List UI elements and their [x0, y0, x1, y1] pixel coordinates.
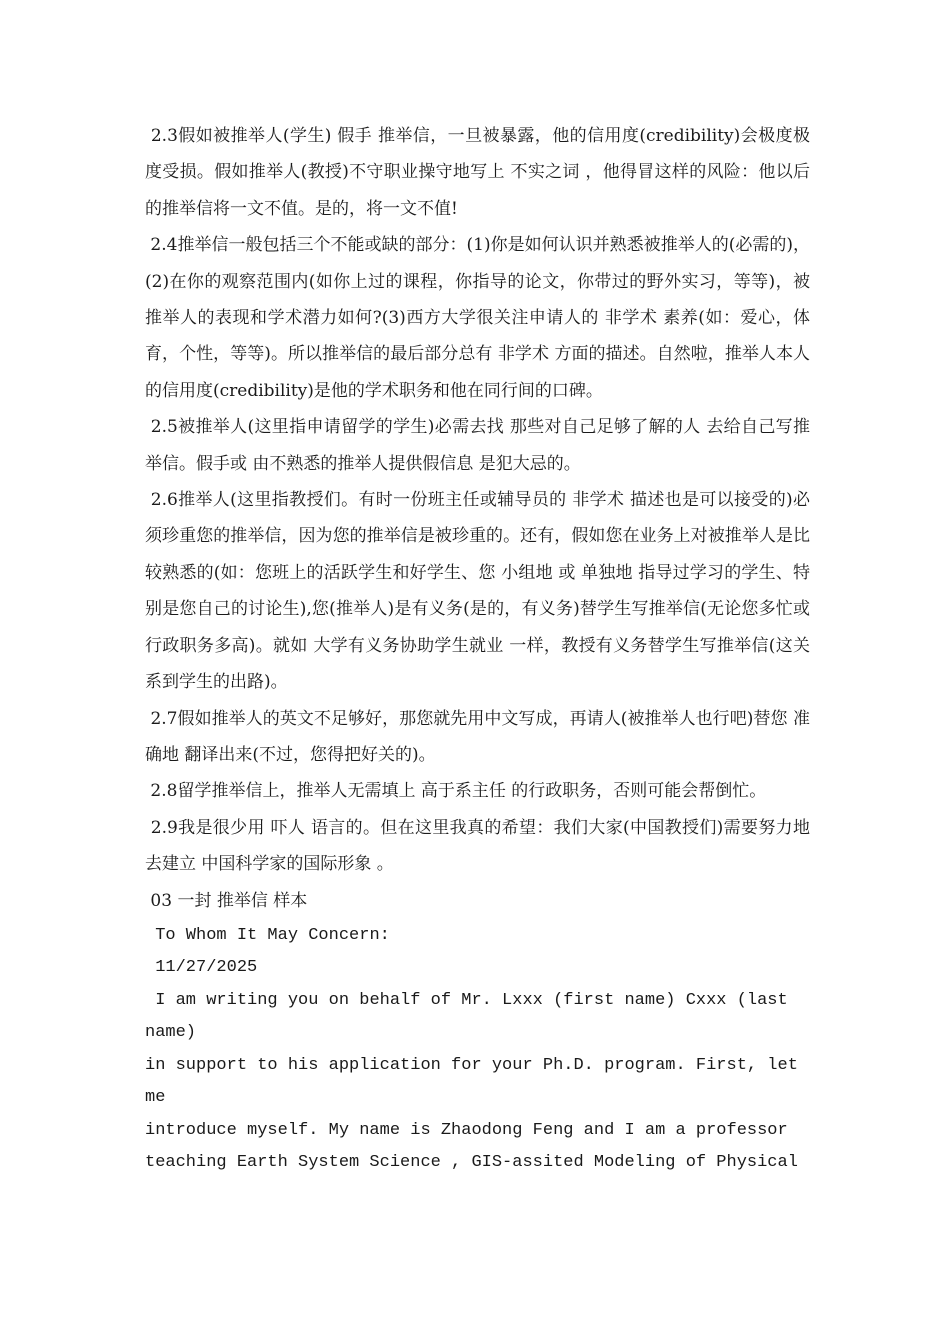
letter-body-line: introduce myself. My name is Zhaodong Feng and I am a professor — [145, 1120, 788, 1140]
document-body — [145, 118, 810, 1180]
paragraph-2-9: 2.9我是很少用 吓人 语言的。但在这里我真的希望：我们大家(中国教授们)需要努力地去建立 中国科学家的国际形象 。 — [145, 817, 811, 875]
paragraph-2-8: 2.8留学推举信上，推举人无需填上 高于系主任 的行政职务，否则可能会帮倒忙。 — [145, 781, 767, 802]
section-heading-sample-letter: 03 一封 推举信 样本 — [145, 890, 308, 911]
letter-body-line: teaching Earth System Science , GIS-assited Modeling of Physical — [145, 1153, 798, 1173]
paragraph-2-4: 2.4推举信一般包括三个不能或缺的部分：(1)你是如何认识并熟悉被推举人的(必需的)，(2)在你的观察范围内(如你上过的课程，你指导的论文，你带过的野外实习，等等)，被推举人的表现和学术潜力如何?(3)西方大学很关注申请人的 非学术 素养(如：爱心，体育，个性，等等)。所以推举信的最后部分总有 非学术 方面的描述。自然啦，推举人本人的信用度(credibility)是他的学术职务和他在同行间的口碑。 — [145, 235, 810, 401]
letter-date: 11/27/2025 — [145, 958, 258, 978]
paragraph-2-3: 2.3假如被推举人(学生) 假手 推举信，一旦被暴露，他的信用度(credibility)会极度极度受损。假如推举人(教授)不守职业操守地写上 不实之词 ，他得冒这样的风险：他以后的推举信将一文不值。是的，将一文不值! — [145, 126, 811, 219]
letter-body-line: I am writing you on behalf of Mr. Lxxx (first name) Cxxx (last name) — [145, 990, 798, 1043]
letter-salutation: To Whom It May Concern: — [145, 925, 390, 945]
paragraph-2-7: 2.7假如推举人的英文不足够好，那您就先用中文写成，再请人(被推举人也行吧)替您 准确地 翻译出来(不过，您得把好关的)。 — [145, 708, 810, 765]
letter-body-line: in support to his application for your Ph.D. program. First, let me — [145, 1055, 809, 1108]
paragraph-2-5: 2.5被推举人(这里指申请留学的学生)必需去找 那些对自己足够了解的人 去给自己写推举信。假手或 由不熟悉的推举人提供假信息 是犯大忌的。 — [145, 417, 811, 474]
paragraph-2-6: 2.6推举人(这里指教授们。有时一份班主任或辅导员的 非学术 描述也是可以接受的)必须珍重您的推举信，因为您的推举信是被珍重的。还有，假如您在业务上对被推举人是比较熟悉的(如：您班上的活跃学生和好学生、您 小组地 或 单独地 指导过学习的学生、特别是您自己的讨论生),您(推举人)是有义务(是的，有义务)替学生写推举信(无论您多忙或行政职务多高)。就如 大学有义务协助学生就业 一样，教授有义务替学生写推举信(这关系到学生的出路)。 — [145, 490, 811, 693]
